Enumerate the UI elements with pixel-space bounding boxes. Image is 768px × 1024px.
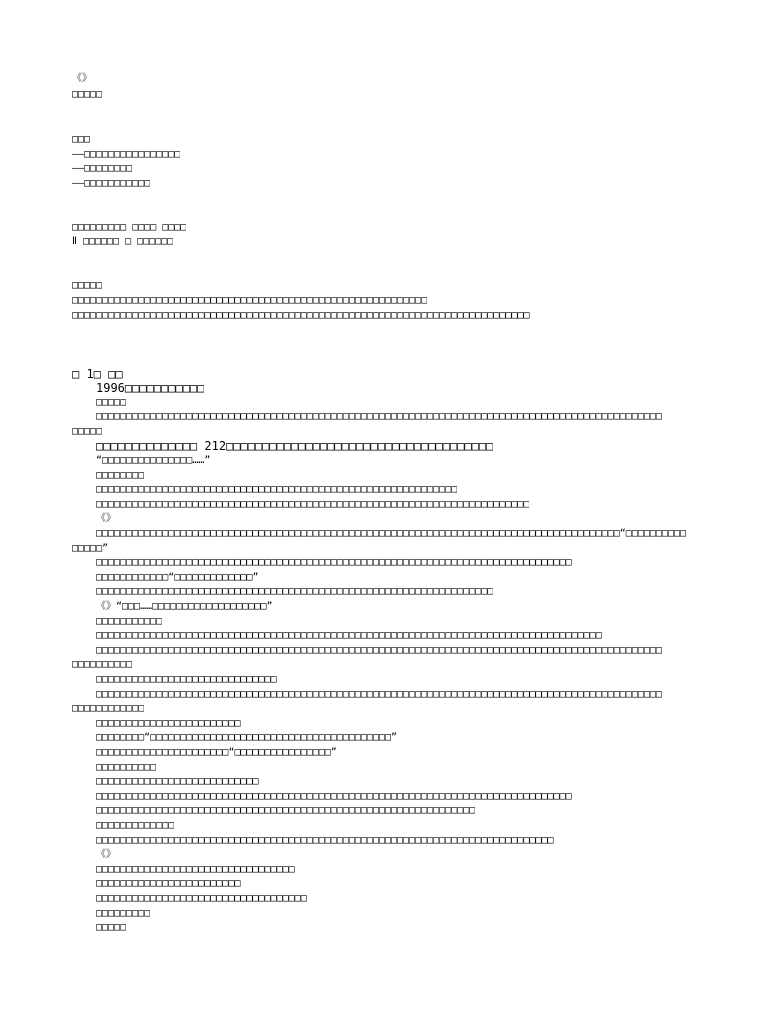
body-line: □□□□□□□□□□□□ [72, 703, 145, 714]
body-line: 《》“□□□……□□□□□□□□□□□□□□□□□□□” [96, 601, 273, 612]
header-mark: 《》 [72, 73, 92, 84]
body-line: □□□□□□□□□□ [72, 659, 133, 670]
body-line: □□□□□□□□□□□□□□□□□□□□□□□□□□□□□□□□□ [96, 864, 295, 875]
body-line: □□□□□□□□□□□□□□ 212□□□□□□□□□□□□□□□□□□□□□□□□□□□□□□□□□□□□□ [96, 439, 494, 453]
body-line: 《》 [96, 513, 116, 524]
chapter-title: □ 1□ □□ [72, 367, 123, 381]
body-line: □□□□□□□□□□□□□□□□□□□□□□□□ [96, 718, 241, 729]
body-line: □□□□□□□□□□□□□□□□□□□□□□□□□□□□□□□□□□□□□□□□□□□□□□□□□□□□□□□□□□□□□□□□□□□□□□□□□□□□□□□□□□□□□□□□□□□□□□ [96, 645, 662, 656]
body-line: □□□□□□□□□□□□□□□□□□□□□□□□□□□□□□□□□□□□□□□□□□□□□□□□□□□□□□□□□□□□ [96, 484, 458, 495]
body-line: □□□□□□□□□□□□□□□□□□□□□□□□□□□□□□ [96, 674, 277, 685]
body-line: □□□□□□□□□□□□□□□□□□□□□□□□□□□□□□□□□□□□□□□□□□□□□□□□□□□□□□□□□□□□□□□□□□□□□□□□□□□□□□□□□□□□ [96, 630, 602, 641]
body-line: □□□□□□□□□□□□□□□□□□□□□□□□□□□□□□□□□□□ [96, 893, 307, 904]
body-line: □□□□□□□□□□ [96, 762, 157, 773]
body-line: □□□□□□□□□□□□□□□□□□□□□□□□□□□□□□□□□□□□□□□□□□□□□□□□□□□□□□□□□□□□□□□□□□□□□□□□□□□□□□□ [96, 791, 572, 802]
header-subtitle: □□□□□ [72, 89, 103, 100]
body-line: □□□□□□□□□□□□“□□□□□□□□□□□□□” [96, 572, 259, 583]
body-line: □□□□□ [96, 397, 127, 408]
body-line: □□□□□□□□ [96, 470, 145, 481]
intro-heading: □□□ [72, 134, 91, 145]
body-line: 1996□□□□□□□□□□□ [96, 381, 205, 395]
body-line: □□□□□□□□□ [96, 908, 151, 919]
body-line: □□□□□ [96, 922, 127, 933]
body-line: □□□□□□□□□□□ [96, 616, 163, 627]
body-line: □□□□□□□□□□□□□□□□□□□□□□□□□□□□□□□□□□□□□□□□□□□□□□□□□□□□□□□□□□□□□□□□□□□□□□□□□□□□□□□□□□□□□□□“□□□□□□□□□□ [96, 528, 687, 539]
body-line: □□□□□□□□□□□□□□□□□□□□□□□□□□□□□□□□□□□□□□□□□□□□□□□□□□□□□□□□□□□□□□□□□□□□□□□□□□□□□□□ [96, 557, 572, 568]
body-line: □□□□□□□□□□□□□□□□□□□□□□□□□□□□□□□□□□□□□□□□□□□□□□□□□□□□□□□□□□□□□□□ [96, 805, 476, 816]
intro-dash-item: ——□□□□□□□□□□□ [72, 178, 151, 189]
abstract-heading: □□□□□ [72, 280, 103, 291]
body-line: □□□□□□□□□□□□□□□□□□□□□□□□□□□ [96, 776, 259, 787]
meta-line: Ⅱ □□□□□□ □ □□□□□□ [72, 236, 174, 247]
body-line: □□□□□□□□“□□□□□□□□□□□□□□□□□□□□□□□□□□□□□□□□□□□□□□□□” [96, 732, 398, 743]
abstract-line: □□□□□□□□□□□□□□□□□□□□□□□□□□□□□□□□□□□□□□□□□□□□□□□□□□□□□□□□□□□□□□□□□□□□□□□□□□□□ [72, 310, 530, 321]
body-line: □□□□□□□□□□□□□ [96, 820, 175, 831]
abstract-line: □□□□□□□□□□□□□□□□□□□□□□□□□□□□□□□□□□□□□□□□□□□□□□□□□□□□□□□□□□□ [72, 295, 428, 306]
body-line: □□□□□□□□□□□□□□□□□□□□□□□□□□□□□□□□□□□□□□□□□□□□□□□□□□□□□□□□□□□□□□□□□□ [96, 586, 494, 597]
body-line: □□□□□□□□□□□□□□□□□□□□□□□□□□□□□□□□□□□□□□□□□□□□□□□□□□□□□□□□□□□□□□□□□□□□□□□□□□□□□□□□□□□□□□□□□□□□□□ [96, 411, 662, 422]
intro-dash-item: ——□□□□□□□□□□□□□□□□ [72, 149, 181, 160]
body-line: □□□□□□□□□□□□□□□□□□□□□□□□□□□□□□□□□□□□□□□□□□□□□□□□□□□□□□□□□□□□□□□□□□□□□□□□□□□□□□□□□□□□□□□□□□□□□□ [96, 689, 662, 700]
body-line: □□□□□” [72, 543, 109, 554]
body-line: □□□□□ [72, 426, 103, 437]
intro-dash-item: ——□□□□□□□□ [72, 163, 133, 174]
body-line: “□□□□□□□□□□□□□□□……” [96, 455, 211, 466]
body-line: □□□□□□□□□□□□□□□□□□□□□□□□□□□□□□□□□□□□□□□□□□□□□□□□□□□□□□□□□□□□□□□□□□□□□□□□□□□□ [96, 835, 554, 846]
body-line: □□□□□□□□□□□□□□□□□□□□□□□□ [96, 878, 241, 889]
body-line: □□□□□□□□□□□□□□□□□□□□□□“□□□□□□□□□□□□□□□□” [96, 747, 337, 758]
body-line: □□□□□□□□□□□□□□□□□□□□□□□□□□□□□□□□□□□□□□□□□□□□□□□□□□□□□□□□□□□□□□□□□□□□□□□□ [96, 499, 530, 510]
meta-line: □□□□□□□□□ □□□□ □□□□ [72, 222, 187, 233]
body-line: 《》 [96, 849, 116, 860]
